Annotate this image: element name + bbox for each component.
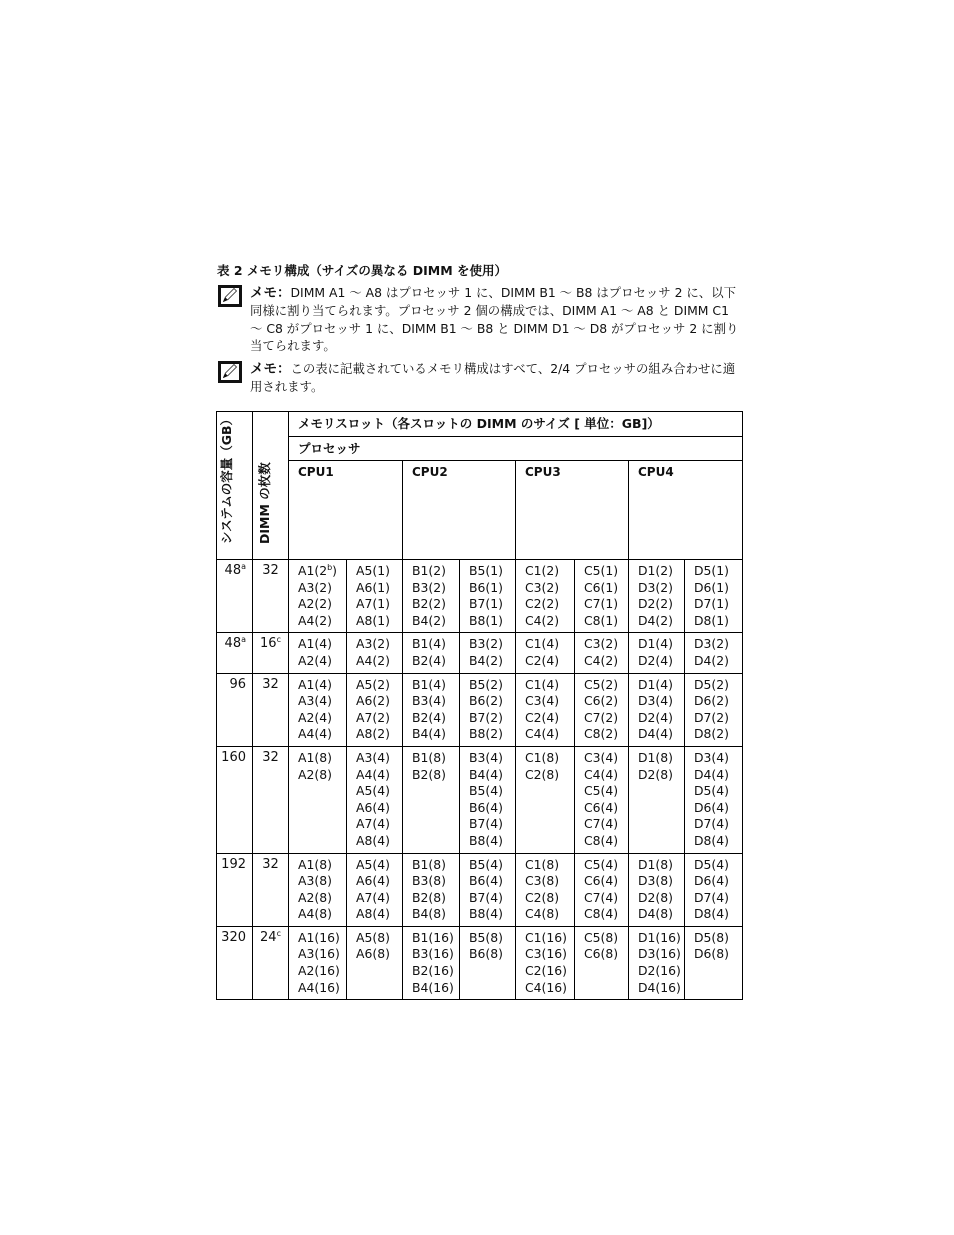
slot-entry: A6(1) <box>356 579 390 595</box>
slot-entry: B5(4) <box>469 783 503 799</box>
slot-entry: C7(4) <box>584 889 619 905</box>
table-row <box>217 560 743 633</box>
slot-entry: C3(16) <box>525 946 567 962</box>
slot-entry: C3(4) <box>525 693 560 709</box>
cpu1-header: CPU1 <box>289 461 403 560</box>
slot-entry: C6(8) <box>584 946 619 962</box>
note-text: この表に記載されているメモリ構成はすべて、2/4 プロセッサの組み合わせに適用されます。 <box>250 361 736 395</box>
slot-entry: B4(16) <box>412 979 454 995</box>
slot-entry: C4(8) <box>525 906 560 922</box>
slot-cell <box>403 926 460 999</box>
slot-entry: D4(4) <box>638 726 673 742</box>
slot-entry: A4(2) <box>356 652 390 668</box>
slot-entry: D7(1) <box>694 596 729 612</box>
capacity-cell <box>217 926 253 999</box>
capacity-header <box>217 412 253 560</box>
slot-entry: C2(4) <box>525 652 560 668</box>
slot-entry: B2(8) <box>412 889 446 905</box>
slot-entry: C1(4) <box>525 636 560 652</box>
slot-entry: C5(4) <box>584 783 619 799</box>
slot-entry: A5(1) <box>356 563 390 578</box>
slot-entry: D2(16) <box>638 963 681 979</box>
slot-entry: D4(4) <box>694 766 729 782</box>
table-row <box>217 926 743 999</box>
slot-entry: B1(8) <box>412 856 446 872</box>
slot-entry: B1(4) <box>412 676 446 692</box>
processor-header: プロセッサ <box>289 437 743 461</box>
slot-entry: D5(8) <box>694 929 729 945</box>
slot-entry: B6(1) <box>469 579 503 595</box>
slot-cell <box>460 673 516 746</box>
slot-entry: C2(16) <box>525 963 567 979</box>
slot-cell <box>516 746 575 853</box>
slot-entry: C6(4) <box>584 873 619 889</box>
slot-entry: D2(8) <box>638 889 673 905</box>
slot-entry: B5(8) <box>469 929 503 945</box>
slot-entry: B4(2) <box>469 652 503 668</box>
slot-entry: D4(16) <box>638 979 681 995</box>
slot-entry: D5(2) <box>694 676 729 692</box>
slot-cell <box>460 560 516 633</box>
cpu2-header: CPU2 <box>403 461 516 560</box>
count-header <box>253 412 289 560</box>
slot-entry: A8(1) <box>356 612 390 628</box>
slot-entry: D7(2) <box>694 709 729 725</box>
slots-header: メモリスロット（各スロットの DIMM のサイズ [ 単位：GB]） <box>289 412 743 437</box>
slot-entry: C8(1) <box>584 612 619 628</box>
slot-entry: C6(4) <box>584 799 619 815</box>
dimm-count-cell <box>253 633 289 673</box>
capacity-value: 96 <box>229 676 246 692</box>
slot-entry: B1(4) <box>412 636 446 652</box>
slot-entry: B4(2) <box>412 612 446 628</box>
slot-entry: D8(4) <box>694 832 729 848</box>
dimm-count-value: 32 <box>262 563 279 578</box>
table-row <box>217 673 743 746</box>
slot-entry: A6(4) <box>356 799 390 815</box>
slot-cell <box>629 633 685 673</box>
note-pencil-icon <box>218 361 242 383</box>
slot-entry: D2(2) <box>638 596 673 612</box>
slot-entry: A2(16) <box>298 963 340 979</box>
slot-entry: B3(16) <box>412 946 454 962</box>
slot-entry: B3(8) <box>412 873 446 889</box>
slot-cell <box>575 633 629 673</box>
cpu4-header: CPU4 <box>629 461 743 560</box>
slot-entry: B8(1) <box>469 612 503 628</box>
slot-cell <box>516 673 575 746</box>
slot-cell <box>403 746 460 853</box>
dimm-count-cell <box>253 853 289 926</box>
slot-entry: B6(4) <box>469 873 503 889</box>
slot-entry: C6(2) <box>584 693 619 709</box>
slot-entry: A4(16) <box>298 979 340 995</box>
slot-entry: D4(8) <box>638 906 673 922</box>
slot-entry: B4(8) <box>412 906 446 922</box>
slot-cell <box>460 926 516 999</box>
slot-entry: B1(8) <box>412 749 446 765</box>
slot-cell <box>575 926 629 999</box>
note-label: メモ： <box>250 361 291 377</box>
memory-config-table <box>216 411 743 1000</box>
slot-cell <box>347 673 403 746</box>
slot-entry: C3(2) <box>584 636 619 652</box>
slot-entry: B8(2) <box>469 726 503 742</box>
footnote-marker: c <box>276 928 281 938</box>
slot-entry: A5(2) <box>356 676 390 692</box>
slot-entry: C2(2) <box>525 596 560 612</box>
capacity-cell <box>217 853 253 926</box>
slot-entry: D3(2) <box>694 636 729 652</box>
slot-entry: A6(2) <box>356 693 390 709</box>
slot-cell <box>460 853 516 926</box>
slot-cell <box>575 746 629 853</box>
footnote-marker: a <box>241 562 246 571</box>
slot-entry: D1(4) <box>638 676 673 692</box>
slot-entry: C8(4) <box>584 906 619 922</box>
slot-entry: A7(1) <box>356 596 390 612</box>
slot-entry: C4(4) <box>584 766 619 782</box>
slot-cell <box>403 633 460 673</box>
slot-entry: A7(4) <box>356 889 390 905</box>
slot-entry: A1(4) <box>298 636 332 652</box>
slot-entry: D6(4) <box>694 873 729 889</box>
slot-entry: D3(4) <box>638 693 673 709</box>
slot-entry: C4(2) <box>584 652 619 668</box>
slot-entry: D6(8) <box>694 946 729 962</box>
slot-entry: A8(4) <box>356 906 390 922</box>
slot-cell <box>289 853 347 926</box>
slot-entry: D6(1) <box>694 579 729 595</box>
dimm-count-value: 24 <box>260 929 277 945</box>
slot-entry: A1(4) <box>298 676 332 692</box>
slot-cell <box>629 673 685 746</box>
slot-entry: B3(4) <box>469 749 503 765</box>
slot-entry: C5(8) <box>584 929 619 945</box>
slot-entry: B1(2) <box>412 563 446 578</box>
slot-entry: C7(4) <box>584 816 619 832</box>
slot-entry: B7(4) <box>469 889 503 905</box>
slot-cell <box>460 633 516 673</box>
slot-entry: B7(2) <box>469 709 503 725</box>
slot-entry: C7(1) <box>584 596 619 612</box>
slot-entry: A3(2) <box>356 636 390 652</box>
slot-cell <box>289 633 347 673</box>
slot-entry: A3(4) <box>298 693 332 709</box>
dimm-count-cell <box>253 560 289 633</box>
slot-entry: C3(8) <box>525 873 560 889</box>
slot-entry: D1(2) <box>638 563 673 578</box>
slot-cell <box>685 853 743 926</box>
slot-entry: A2(8) <box>298 766 332 782</box>
slot-entry: C8(2) <box>584 726 619 742</box>
slot-entry: B8(4) <box>469 906 503 922</box>
slot-entry: C1(16) <box>525 929 567 945</box>
slot-entry: C7(2) <box>584 709 619 725</box>
slot-cell <box>685 746 743 853</box>
slot-entry: A5(4) <box>356 856 390 872</box>
slot-entry: B2(4) <box>412 709 446 725</box>
cpu3-header: CPU3 <box>516 461 629 560</box>
dimm-count-cell <box>253 746 289 853</box>
note-label: メモ： <box>250 285 291 301</box>
slot-entry: D2(4) <box>638 709 673 725</box>
slot-entry: D1(4) <box>638 636 673 652</box>
slot-entry: A3(16) <box>298 946 340 962</box>
slot-entry: B2(4) <box>412 652 446 668</box>
slot-entry: A7(2) <box>356 709 390 725</box>
slot-entry: D3(2) <box>638 579 673 595</box>
slot-entry: C6(1) <box>584 579 619 595</box>
slot-entry: B3(2) <box>469 636 503 652</box>
slot-cell <box>629 926 685 999</box>
dimm-count-value: 32 <box>262 676 279 692</box>
slot-entry: C4(4) <box>525 726 560 742</box>
slot-entry: D1(8) <box>638 856 673 872</box>
slot-cell <box>347 746 403 853</box>
capacity-value: 48 <box>224 636 242 652</box>
slot-entry: B5(4) <box>469 856 503 872</box>
slot-entry: A8(2) <box>356 726 390 742</box>
slot-entry: D1(16) <box>638 929 681 945</box>
count-header-text: DIMM の枚数 <box>257 462 272 544</box>
slot-entry: A3(2) <box>298 579 332 595</box>
table-title: 表 2 メモリ構成（サイズの異なる DIMM を使用） <box>217 263 508 278</box>
slot-entry: A4(8) <box>298 906 332 922</box>
capacity-cell <box>217 746 253 853</box>
slot-cell <box>289 560 347 633</box>
slot-entry: C2(8) <box>525 889 560 905</box>
slot-entry: C3(4) <box>584 749 619 765</box>
slot-entry: A3(8) <box>298 873 332 889</box>
slot-cell <box>629 560 685 633</box>
slot-entry: A1(8) <box>298 856 332 872</box>
slot-cell <box>347 853 403 926</box>
slot-entry: C5(4) <box>584 856 619 872</box>
table-row <box>217 746 743 853</box>
slot-entry: D5(4) <box>694 856 729 872</box>
slot-entry: B4(4) <box>412 726 446 742</box>
capacity-value: 48 <box>224 563 242 578</box>
slot-entry: C1(2) <box>525 563 560 578</box>
slot-entry: A5(4) <box>356 783 390 799</box>
slot-cell <box>516 560 575 633</box>
footnote-marker: a <box>241 635 246 645</box>
slot-entry: D6(2) <box>694 693 729 709</box>
slot-entry: A2(2) <box>298 596 332 612</box>
slot-cell <box>575 673 629 746</box>
slot-entry: A5(8) <box>356 929 390 945</box>
capacity-value: 192 <box>221 856 246 872</box>
slot-cell <box>575 853 629 926</box>
slot-entry: B6(2) <box>469 693 503 709</box>
slot-cell <box>403 673 460 746</box>
slot-cell <box>629 746 685 853</box>
slot-entry: C5(1) <box>584 563 619 578</box>
slot-cell <box>516 633 575 673</box>
slot-cell <box>685 926 743 999</box>
slot-entry: A2(8) <box>298 889 332 905</box>
table-row <box>217 633 743 673</box>
capacity-value: 320 <box>221 929 246 945</box>
slot-entry: D5(4) <box>694 783 729 799</box>
slot-cell <box>289 673 347 746</box>
slot-entry: A1(8) <box>298 749 332 765</box>
slot-cell <box>403 560 460 633</box>
slot-entry: B2(16) <box>412 963 454 979</box>
slot-entry: B2(8) <box>412 766 446 782</box>
slot-cell <box>629 853 685 926</box>
slot-entry: B4(4) <box>469 766 503 782</box>
slot-cell <box>347 633 403 673</box>
dimm-count-cell <box>253 926 289 999</box>
slot-entry: A2(4) <box>298 709 332 725</box>
note-1 <box>218 284 742 355</box>
slot-entry: C5(2) <box>584 676 619 692</box>
slot-entry: D4(2) <box>638 612 673 628</box>
dimm-count-value: 16 <box>260 636 277 652</box>
footnote-marker: b <box>327 563 333 572</box>
slot-cell <box>516 853 575 926</box>
slot-entry: C4(16) <box>525 979 567 995</box>
slot-entry: B3(2) <box>412 579 446 595</box>
slot-entry: C1(8) <box>525 749 560 765</box>
slot-entry: B5(2) <box>469 676 503 692</box>
dimm-count-value: 32 <box>262 856 279 872</box>
slot-entry: D7(4) <box>694 889 729 905</box>
slot-entry: D4(2) <box>694 652 729 668</box>
capacity-cell <box>217 633 253 673</box>
note-2 <box>218 360 742 396</box>
slot-entry: B6(8) <box>469 946 503 962</box>
note-text: DIMM A1 ～ A8 はプロセッサ 1 に、DIMM B1 ～ B8 はプロセッサ 2 に、以下同様に割り当てられます。プロセッサ 2 個の構成では、DIMM A1 ～ A8 と DIMM C1 ～ C8 がプロセッサ 1 に、DIMM B1 ～ B8 と DIMM D1 ～ D8 がプロセッサ 2 に割り当てられます。 <box>250 285 739 354</box>
slot-entry: C1(4) <box>525 676 560 692</box>
slot-entry: D5(1) <box>694 563 729 578</box>
slot-entry: B7(4) <box>469 816 503 832</box>
slot-cell <box>289 746 347 853</box>
slot-entry: B5(1) <box>469 563 503 578</box>
slot-entry: C3(2) <box>525 579 560 595</box>
slot-entry: A1(2$^b$) <box>298 563 337 578</box>
slot-entry: B8(4) <box>469 832 503 848</box>
slot-entry: A8(4) <box>356 832 390 848</box>
slot-entry: C1(8) <box>525 856 560 872</box>
table-body <box>217 412 743 1000</box>
slot-cell <box>347 926 403 999</box>
slot-entry: A3(4) <box>356 749 390 765</box>
dimm-count-value: 32 <box>262 749 279 765</box>
slot-entry: A4(4) <box>356 766 390 782</box>
capacity-cell <box>217 560 253 633</box>
slot-entry: C2(4) <box>525 709 560 725</box>
slot-cell <box>516 926 575 999</box>
capacity-header-text: システムの容量（GB） <box>219 412 234 544</box>
slot-entry: A1(16) <box>298 929 340 945</box>
slot-entry: D1(8) <box>638 749 673 765</box>
slot-cell <box>347 560 403 633</box>
slot-entry: A7(4) <box>356 816 390 832</box>
slot-entry: D7(4) <box>694 816 729 832</box>
slot-entry: D8(2) <box>694 726 729 742</box>
slot-entry: B2(2) <box>412 596 446 612</box>
slot-entry: B6(4) <box>469 799 503 815</box>
slot-entry: D2(4) <box>638 652 673 668</box>
slot-cell <box>460 746 516 853</box>
slot-entry: A4(2) <box>298 612 332 628</box>
slot-entry: D6(4) <box>694 799 729 815</box>
table-row <box>217 853 743 926</box>
slot-entry: D3(8) <box>638 873 673 889</box>
slot-cell <box>575 560 629 633</box>
slot-entry: B1(16) <box>412 929 454 945</box>
capacity-cell <box>217 673 253 746</box>
slot-entry: A6(4) <box>356 873 390 889</box>
capacity-value: 160 <box>221 749 246 765</box>
slot-cell <box>685 560 743 633</box>
slot-entry: C4(2) <box>525 612 560 628</box>
slot-cell <box>685 633 743 673</box>
slot-cell <box>403 853 460 926</box>
note-pencil-icon <box>218 285 242 307</box>
slot-entry: C8(4) <box>584 832 619 848</box>
slot-entry: A6(8) <box>356 946 390 962</box>
slot-entry: A2(4) <box>298 652 332 668</box>
slot-entry: C2(8) <box>525 766 560 782</box>
slot-entry: D8(4) <box>694 906 729 922</box>
footnote-marker: c <box>276 635 281 645</box>
slot-entry: D3(4) <box>694 749 729 765</box>
dimm-count-cell <box>253 673 289 746</box>
slot-entry: B3(4) <box>412 693 446 709</box>
slot-entry: A4(4) <box>298 726 332 742</box>
slot-entry: B7(1) <box>469 596 503 612</box>
slot-entry: D2(8) <box>638 766 673 782</box>
slot-cell <box>289 926 347 999</box>
slot-entry: D3(16) <box>638 946 681 962</box>
slot-cell <box>685 673 743 746</box>
slot-entry: D8(1) <box>694 612 729 628</box>
